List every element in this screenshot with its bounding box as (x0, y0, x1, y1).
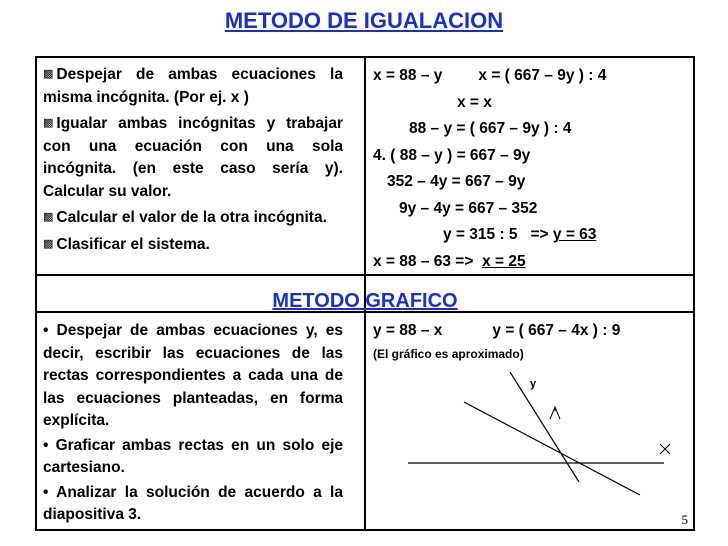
axis-y-label: y (530, 378, 537, 390)
eq-line-1: x = 88 – y x = ( 667 – 9y ) : 4 (373, 67, 607, 84)
line-y-88-minus-x (510, 372, 579, 482)
step-4: ▩ Clasificar el sistema. (43, 235, 210, 253)
bullet-dot: • (43, 483, 57, 501)
step-3: ▩ Calcular el valor de la otra incógnita. (43, 209, 327, 226)
eq-line-3: 88 – y = ( 667 – 9y ) : 4 (409, 120, 572, 137)
bullet-icon: ▩ (43, 237, 54, 250)
x-axis-marker-icon (660, 444, 670, 454)
bullet-icon: ▩ (43, 211, 54, 223)
approximate-graph (394, 372, 684, 502)
igualacion-steps (43, 63, 343, 256)
bullet-dot: • (43, 322, 57, 339)
eq-line-4: 4. ( 88 – y ) = 667 – 9y (373, 146, 531, 164)
result-y: y = 63 (552, 226, 597, 243)
section-subtitle: METODO GRAFICO (272, 290, 458, 312)
graf-step-3: • Analizar la solución de acuerdo a la diapositiva 3. (43, 483, 343, 523)
graf-eq-line-1: y = 88 – x y = ( 667 – 4x ) : 9 (373, 322, 621, 339)
eq-line-2: x = x (457, 93, 492, 111)
step-1: ▩ Despejar de ambas ecuaciones la misma incógnita. (Por ej. x ) (43, 66, 343, 106)
grafico-steps (43, 320, 343, 527)
graf-step-1: • Despejar de ambas ecuaciones y, es decir, escribir las ecuaciones de las rectas correspondientes a cada una de las ecuaciones planteadas, en forma explícita. (43, 322, 343, 429)
eq-line-5: 352 – 4y = 667 – 9y (387, 173, 526, 190)
page-title: METODO DE IGUALACION (224, 8, 504, 33)
y-axis-arrow-icon (550, 407, 560, 419)
graf-step-2: • Graficar ambas rectas en un solo eje cartesiano. (43, 436, 343, 476)
line-y-667-minus-4x-over-9 (464, 402, 640, 495)
bullet-icon: ▩ (43, 68, 54, 80)
bullet-dot: • (43, 436, 56, 454)
bullet-icon: ▩ (43, 117, 54, 129)
page-number: 5 (681, 512, 688, 527)
igualacion-work (373, 63, 688, 275)
eq-line-6: 9y – 4y = 667 – 352 (399, 199, 538, 217)
graph-note: (El gráfico es aproximado) (373, 346, 524, 361)
eq-line-7: y = 315 : 5 => y = 63 (443, 226, 597, 243)
grafico-work (373, 320, 688, 365)
result-x: x = 25 (482, 252, 526, 270)
step-2: ▩ Igualar ambas incógnitas y trabajar con una ecuación con una sola incógnita. (en este caso sería y). Calcular su valor. (43, 115, 343, 200)
eq-line-8: x = 88 – 63 => x = 25 (373, 252, 526, 270)
